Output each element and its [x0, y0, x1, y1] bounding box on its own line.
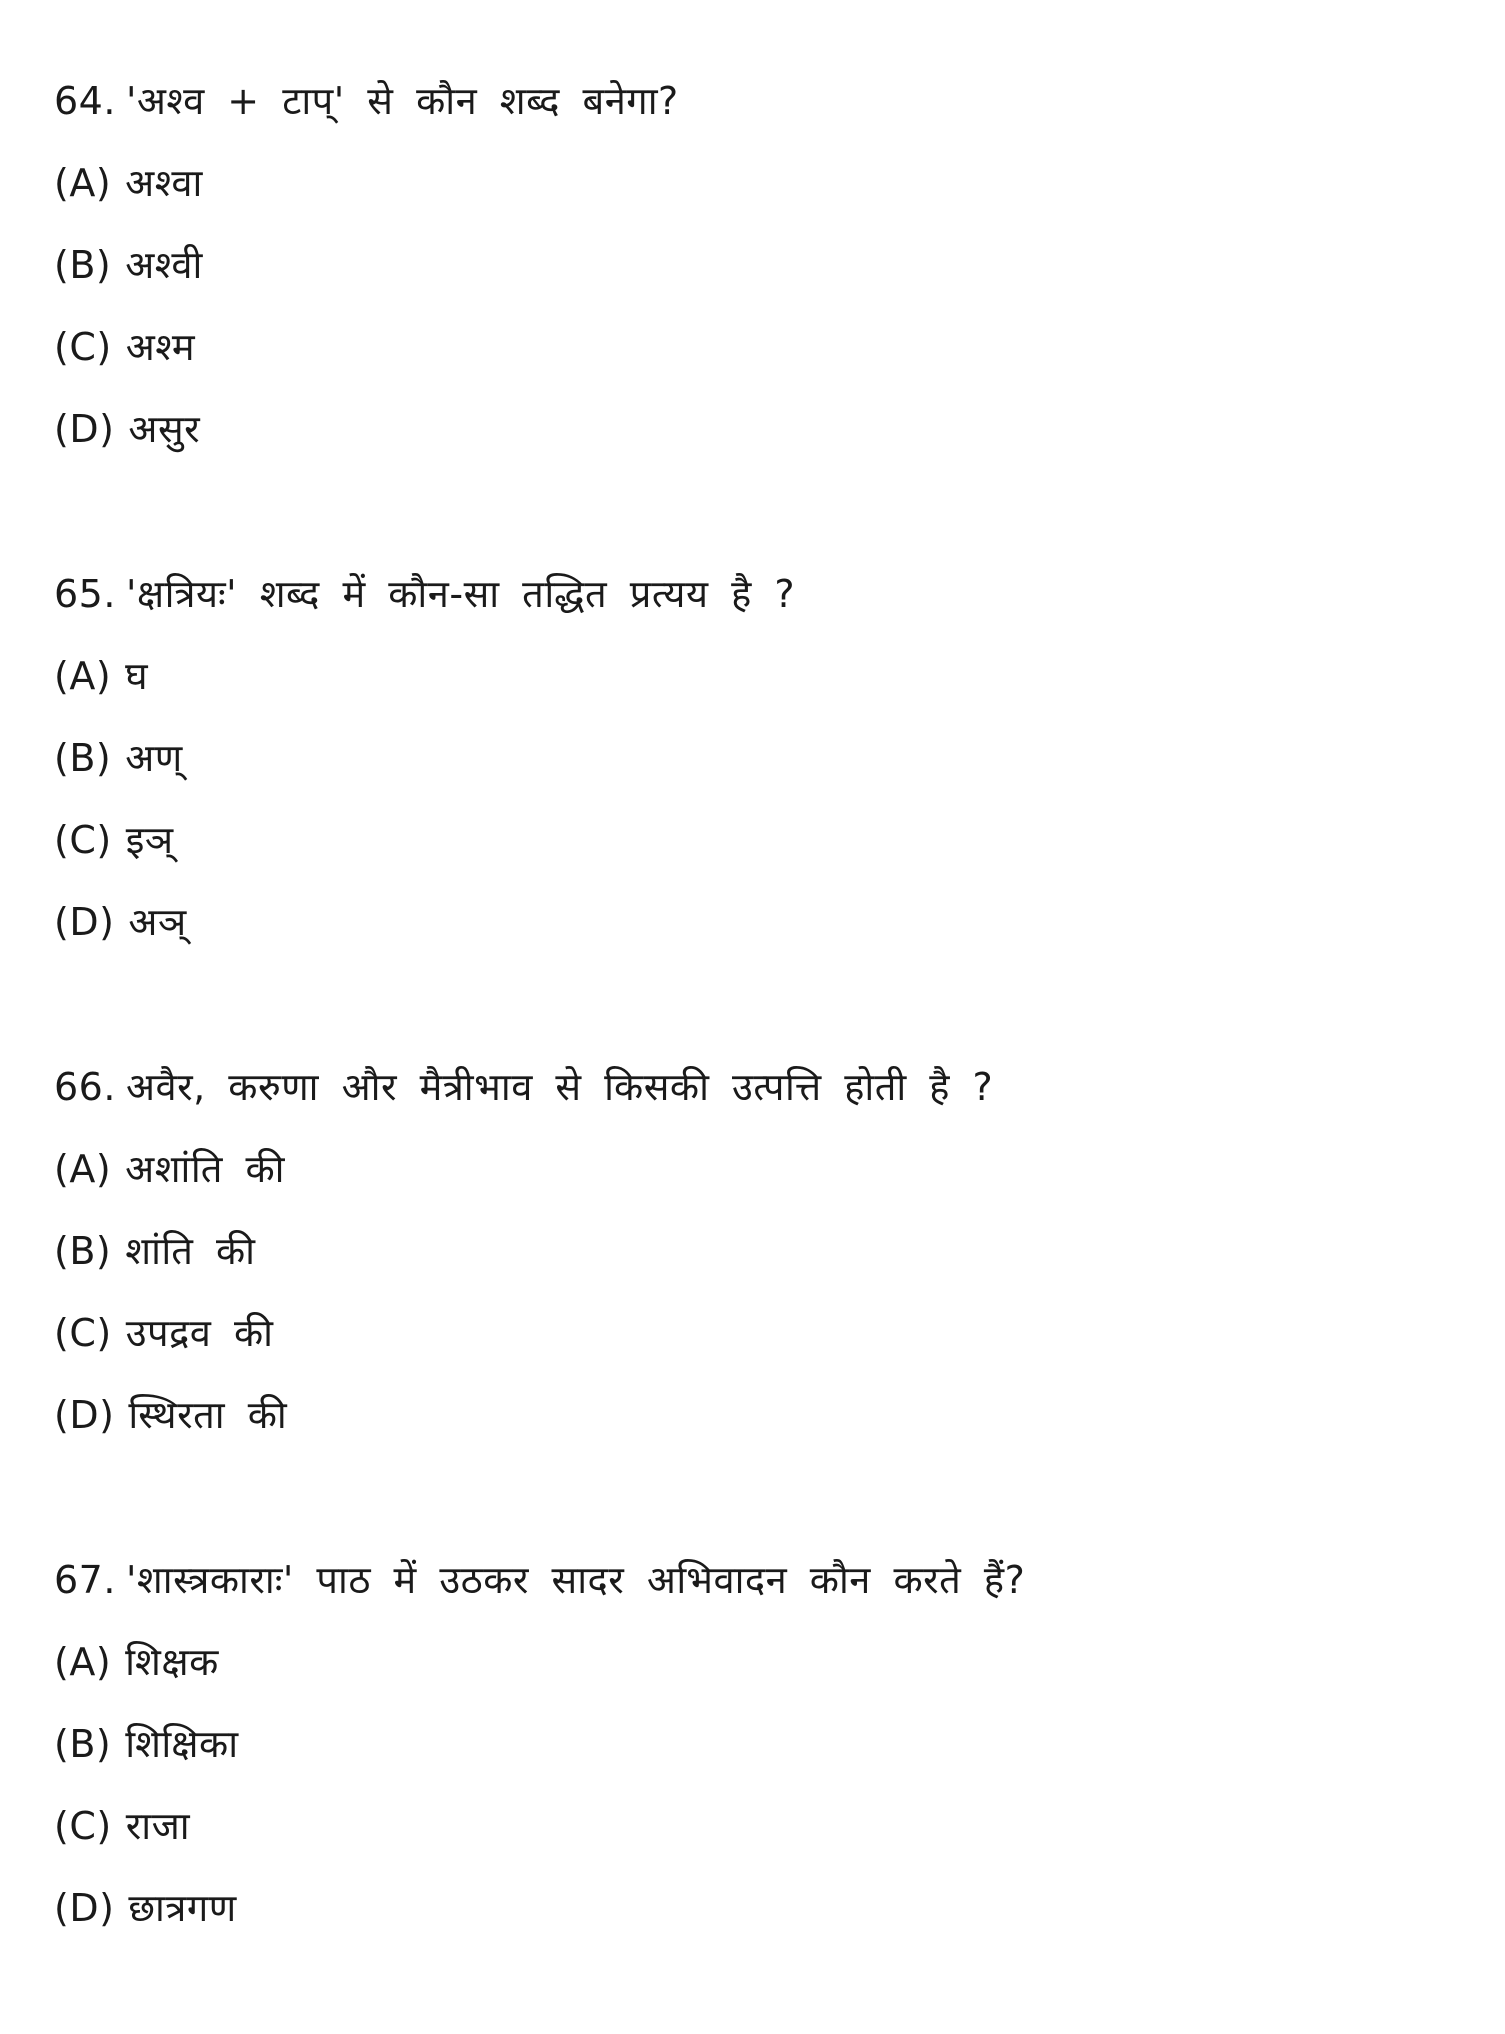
- option-letter: (B): [54, 1722, 112, 1766]
- option-text: अश्वा: [125, 161, 203, 205]
- option-a[interactable]: [54, 635, 1434, 717]
- option-text: अञ्: [128, 900, 187, 944]
- option-text: अश्म: [125, 325, 196, 369]
- option-text: इञ्: [125, 818, 174, 862]
- question-64: [54, 60, 1434, 470]
- question-text: 'शास्त्रकाराः' पाठ में उठकर सादर अभिवादन कौन करते हैं?: [125, 1558, 1026, 1602]
- question-stem: [54, 1046, 1434, 1128]
- option-letter: (C): [54, 1804, 112, 1848]
- option-c[interactable]: [54, 306, 1434, 388]
- question-text: 'अश्व + टाप्' से कौन शब्द बनेगा?: [125, 79, 679, 123]
- option-text: असुर: [128, 407, 201, 451]
- option-text: राजा: [125, 1804, 191, 1848]
- option-text: घ: [125, 654, 149, 698]
- option-text: अश्वी: [125, 243, 203, 287]
- question-stem: [54, 60, 1434, 142]
- option-b[interactable]: [54, 1703, 1434, 1785]
- option-letter: (D): [54, 900, 115, 944]
- option-text: छात्रगण: [128, 1886, 237, 1930]
- option-letter: (B): [54, 736, 112, 780]
- option-b[interactable]: [54, 1210, 1434, 1292]
- question-number: 65.: [54, 572, 116, 616]
- option-text: स्थिरता की: [128, 1393, 288, 1437]
- option-c[interactable]: [54, 799, 1434, 881]
- question-stem: [54, 1539, 1434, 1621]
- option-d[interactable]: [54, 881, 1434, 963]
- question-67: [54, 1539, 1434, 1949]
- option-text: शिक्षक: [125, 1640, 219, 1684]
- option-letter: (A): [54, 654, 112, 698]
- option-letter: (B): [54, 243, 112, 287]
- option-text: शिक्षिका: [125, 1722, 239, 1766]
- option-letter: (A): [54, 1147, 112, 1191]
- option-d[interactable]: [54, 1867, 1434, 1949]
- option-letter: (D): [54, 407, 115, 451]
- question-66: [54, 1046, 1434, 1456]
- option-letter: (A): [54, 161, 112, 205]
- option-c[interactable]: [54, 1292, 1434, 1374]
- option-text: उपद्रव की: [125, 1311, 274, 1355]
- option-a[interactable]: [54, 1621, 1434, 1703]
- option-text: अण्: [125, 736, 183, 780]
- option-a[interactable]: [54, 1128, 1434, 1210]
- option-letter: (A): [54, 1640, 112, 1684]
- question-number: 66.: [54, 1065, 116, 1109]
- question-number: 64.: [54, 79, 116, 123]
- option-d[interactable]: [54, 1374, 1434, 1456]
- option-text: शांति की: [125, 1229, 256, 1273]
- option-letter: (C): [54, 325, 112, 369]
- question-text: अवैर, करुणा और मैत्रीभाव से किसकी उत्पत्ति होती है ?: [125, 1065, 994, 1109]
- option-b[interactable]: [54, 224, 1434, 306]
- option-letter: (B): [54, 1229, 112, 1273]
- question-text: 'क्षत्रियः' शब्द में कौन-सा तद्धित प्रत्यय है ?: [125, 572, 796, 616]
- option-b[interactable]: [54, 717, 1434, 799]
- option-letter: (D): [54, 1886, 115, 1930]
- option-text: अशांति की: [125, 1147, 285, 1191]
- option-d[interactable]: [54, 388, 1434, 470]
- option-letter: (D): [54, 1393, 115, 1437]
- question-number: 67.: [54, 1558, 116, 1602]
- option-letter: (C): [54, 818, 112, 862]
- option-letter: (C): [54, 1311, 112, 1355]
- option-a[interactable]: [54, 142, 1434, 224]
- option-c[interactable]: [54, 1785, 1434, 1867]
- question-stem: [54, 553, 1434, 635]
- question-65: [54, 553, 1434, 963]
